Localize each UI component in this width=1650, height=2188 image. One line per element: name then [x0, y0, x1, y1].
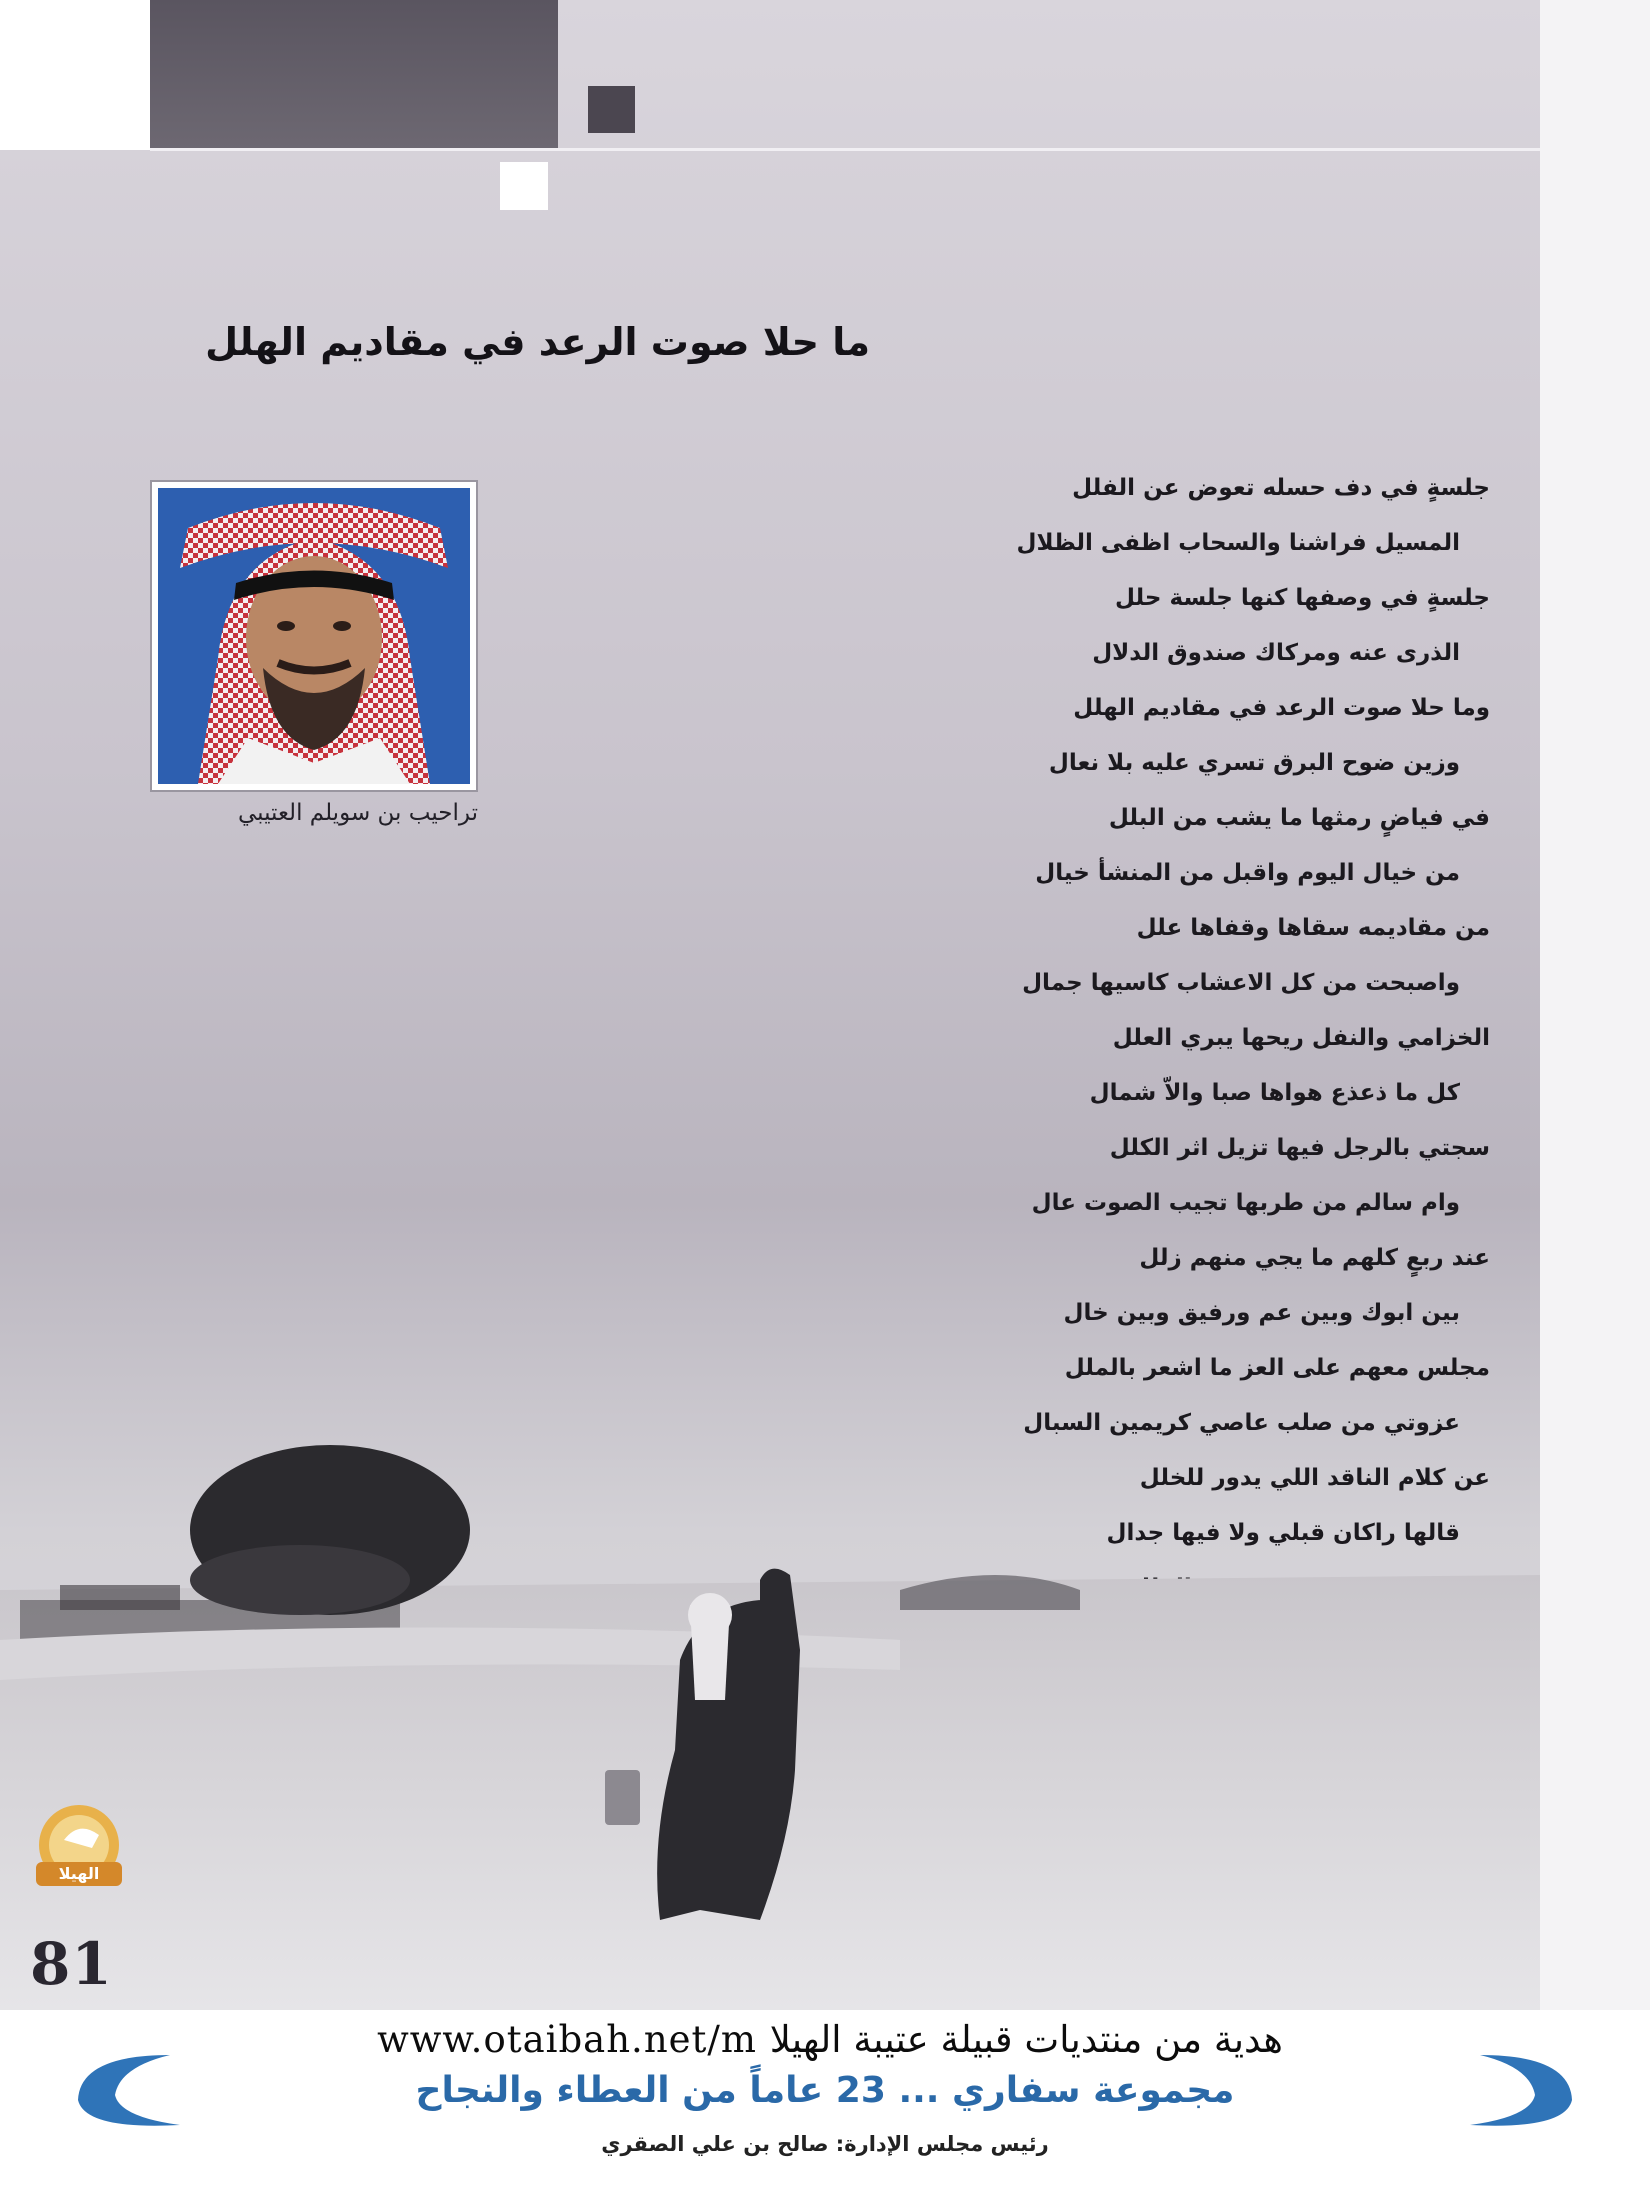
page-margin-strip	[1540, 0, 1650, 2010]
verse-line: الذرى عنه ومركاك صندوق الدلال	[1092, 640, 1460, 666]
light-square-ornament	[500, 162, 548, 210]
verse-line: المسيل فراشنا والسحاب اظفى الظلال	[1016, 530, 1460, 556]
header-rule	[150, 148, 1540, 151]
verse-line: من خيال اليوم واقبل من المنشأ خيال	[1035, 860, 1460, 886]
poet-portrait	[152, 482, 476, 790]
poem-title: ما حلا صوت الرعد في مقاديم الهلل	[205, 320, 870, 364]
portrait-image	[158, 488, 470, 784]
safari-swoosh-left-icon	[60, 2045, 200, 2135]
verse-line: عزوتي من صلب عاصي كريمين السبال	[1023, 1410, 1460, 1436]
logo-text: الهيلا	[58, 1864, 100, 1883]
verse-line: واصبحت من كل الاعشاب كاسيها جمال	[1022, 970, 1460, 996]
verse-line: وام سالم من طربها تجيب الصوت عال	[1031, 1190, 1460, 1216]
verse-line: قالها راكان قبلي ولا فيها جدال	[1106, 1520, 1460, 1546]
verse-line: عند ربعٍ كلهم ما يجي منهم زلل	[1139, 1245, 1490, 1271]
verse-line: جلسةٍ في دف حسله تعوض عن الفلل	[1072, 475, 1490, 501]
verse-line: في فياضٍ رمثها ما يشب من البلل	[1108, 805, 1490, 831]
verse-line: جلسةٍ في وصفها كنها جلسة حلل	[1115, 585, 1490, 611]
site-watermark-line: www.otaibah.net/m هدية من منتديات قبيلة عتيبة الهيلا	[377, 2018, 1283, 2061]
verse-line: وما حلا صوت الرعد في مقاديم الهلل	[1073, 695, 1490, 721]
page-number: 81	[30, 1930, 113, 1998]
poet-name-caption: تراحيب بن سويلم العتيبي	[237, 800, 478, 826]
verse-line: كل ما ذعذع هواها صبا والاّ شمال	[1089, 1080, 1460, 1106]
desert-photo	[0, 1440, 1540, 2010]
chairman-line: رئيس مجلس الإدارة: صالح بن علي الصقري	[601, 2132, 1049, 2156]
header-dark-band	[150, 0, 558, 150]
verse-line: مجلس معهم على العز ما اشعر بالملل	[1064, 1355, 1490, 1381]
corner-white	[0, 0, 150, 150]
safari-ad-slogan: مجموعة سفاري ... 23 عاماً من العطاء والنجاح	[415, 2070, 1235, 2111]
alhaila-logo	[24, 1800, 134, 1930]
verse-line: بين ابوك وبين عم ورفيق وبين خال	[1063, 1300, 1460, 1326]
verse-line: من مقاديمه سقاها وقفاها علل	[1136, 915, 1490, 941]
verse-line: سجتي بالرجل فيها تزيل اثر الكلل	[1109, 1135, 1490, 1161]
verse-line: وزين ضوح البرق تسري عليه بلا نعال	[1048, 750, 1460, 776]
verse-line: عن كلام الناقد اللي يدور للخلل	[1139, 1465, 1490, 1491]
dark-square-ornament	[588, 86, 635, 133]
safari-swoosh-right-icon	[1450, 2045, 1590, 2135]
verse-line: الخزامي والنفل ريحها يبري العلل	[1112, 1025, 1490, 1051]
